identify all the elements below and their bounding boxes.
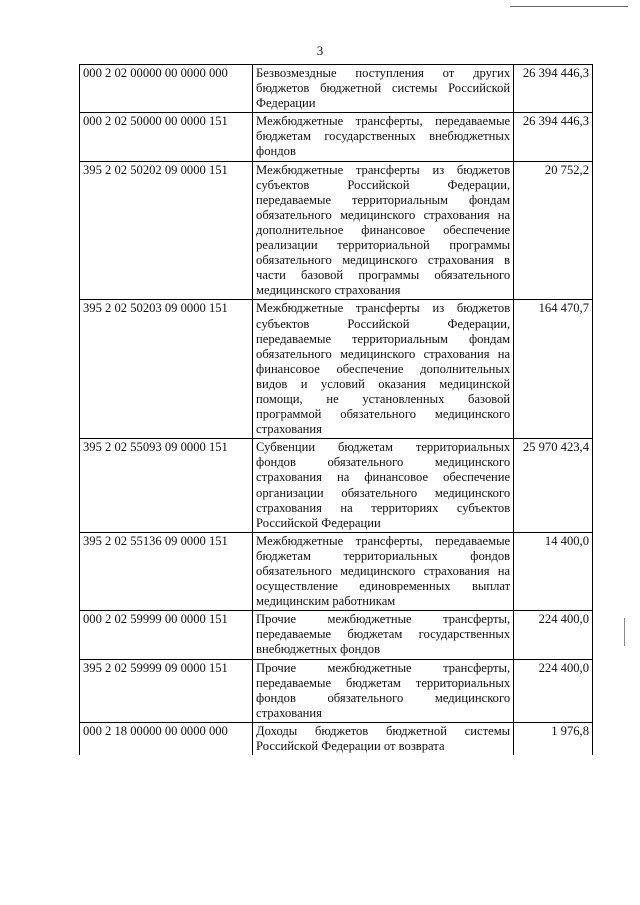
amount: 1 976,8 [514,722,593,755]
table-row [80,659,593,722]
table-row [80,611,593,659]
revenue-name: Межбюджетные трансферты, передаваемые бюджетам государственных внебюджетных фондов [253,113,514,161]
revenue-name: Безвозмездные поступления от других бюджетов бюджетной системы Российской Федерации [253,65,514,113]
table-row [80,300,593,439]
budget-code: 395 2 02 59999 09 0000 151 [80,659,253,722]
scan-edge-mark [510,6,628,7]
table-row [80,722,593,755]
budget-code: 000 2 02 00000 00 0000 000 [80,65,253,113]
amount: 14 400,0 [514,532,593,610]
table-row [80,65,593,113]
revenue-name: Прочие межбюджетные трансферты, передаваемые бюджетам территориальных фондов обязательного медицинского страхования [253,659,514,722]
revenue-name: Межбюджетные трансферты из бюджетов субъектов Российской Федерации, передаваемые территориальным фондам обязательного медицинского страхования на дополнительное финансовое обеспечение реализации территориальной программы обязательного медицинского страхования в части базовой программы обязательного медицинского страхования [253,161,514,300]
budget-code: 395 2 02 50203 09 0000 151 [80,300,253,439]
amount: 26 394 446,3 [514,113,593,161]
budget-revenue-table [79,64,593,755]
budget-code: 000 2 02 50000 00 0000 151 [80,113,253,161]
revenue-name: Межбюджетные трансферты из бюджетов субъектов Российской Федерации, передаваемые территориальным фондам обязательного медицинского страхования на финансовое обеспечение дополнительных видов и условий оказания медицинской помощи, не установленных базовой программой обязательного медицинского страхования [253,300,514,439]
amount: 20 752,2 [514,161,593,300]
page-number: 3 [316,43,324,58]
revenue-name: Межбюджетные трансферты, передаваемые бюджетам территориальных фондов обязательного медицинского страхования на осуществление единовременных выплат медицинским работникам [253,532,514,610]
amount: 25 970 423,4 [514,439,593,533]
table-row [80,161,593,300]
scan-margin-mark [624,618,625,646]
table-row [80,532,593,610]
budget-code: 395 2 02 55093 09 0000 151 [80,439,253,533]
amount: 224 400,0 [514,611,593,659]
amount: 164 470,7 [514,300,593,439]
table-row [80,113,593,161]
revenue-name: Прочие межбюджетные трансферты, передаваемые бюджетам государственных внебюджетных фондов [253,611,514,659]
amount: 26 394 446,3 [514,65,593,113]
budget-code: 395 2 02 55136 09 0000 151 [80,532,253,610]
budget-code: 395 2 02 50202 09 0000 151 [80,161,253,300]
revenue-name: Доходы бюджетов бюджетной системы Российской Федерации от возврата [253,722,514,755]
amount: 224 400,0 [514,659,593,722]
table-row [80,439,593,533]
budget-code: 000 2 18 00000 00 0000 000 [80,722,253,755]
budget-code: 000 2 02 59999 00 0000 151 [80,611,253,659]
revenue-name: Субвенции бюджетам территориальных фондов обязательного медицинского страхования на финансовое обеспечение организации обязательного медицинского страхования на территориях субъектов Российской Федерации [253,439,514,533]
